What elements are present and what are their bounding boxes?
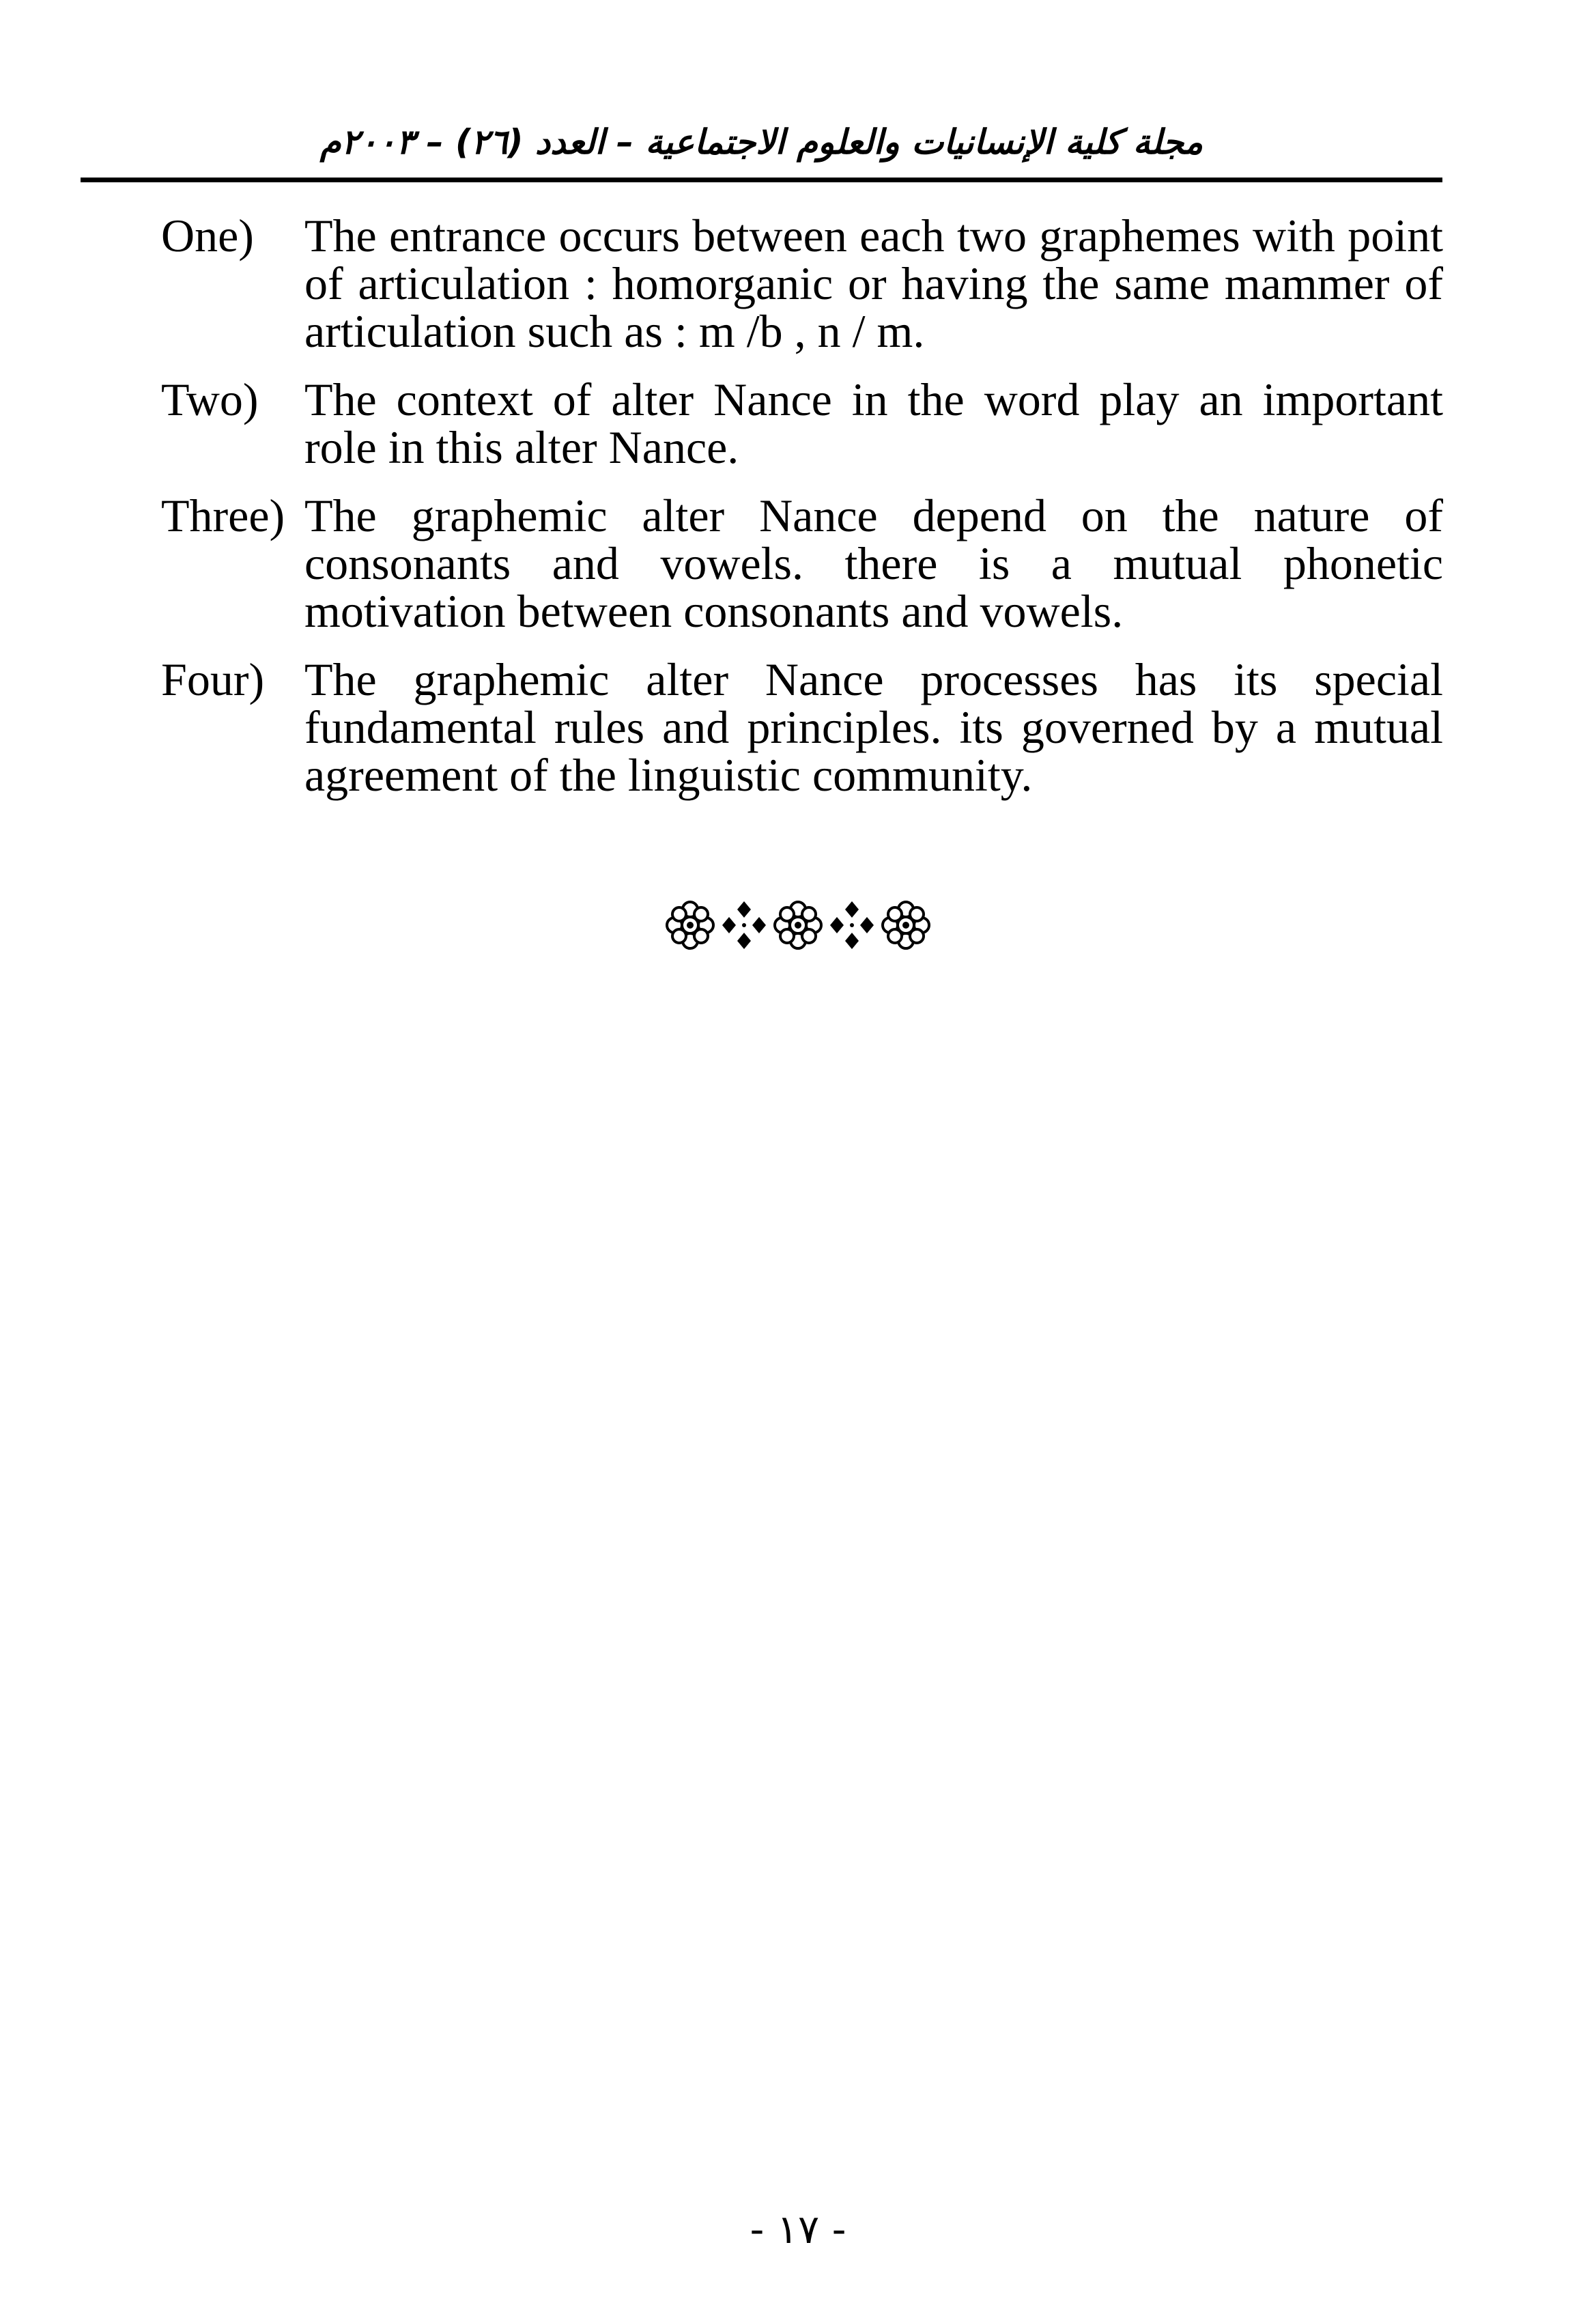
list-item: [161, 655, 1443, 799]
header-divider: [81, 178, 1442, 182]
list-item: [161, 212, 1443, 355]
list-item-label: Two): [161, 373, 259, 425]
list-item-text: The entrance occurs between each two graphemes with point of articulation : homorganic or having the same mammer of articulation such as : m /b , n / m.: [304, 210, 1443, 357]
list-item-label: One): [161, 210, 254, 262]
list-item: [161, 492, 1443, 635]
section-ornament: [0, 888, 1596, 963]
list-item-label: Four): [161, 653, 265, 705]
list-item: [161, 373, 1443, 473]
diamond-cluster-icon: [830, 900, 874, 950]
page-number: - ١٧ -: [750, 2206, 846, 2253]
page-header: [81, 102, 1442, 178]
numbered-list: [161, 212, 1443, 819]
list-item-label: Three): [161, 490, 285, 541]
list-item-text: The graphemic alter Nance depend on the nature of consonants and vowels. there is a mutual phonetic motivation between consonants and vowels.: [304, 490, 1443, 637]
flower-icon: [881, 900, 931, 950]
list-item-text: The graphemic alter Nance processes has its special fundamental rules and principles. its governed by a mutual agreement of the linguistic community.: [304, 653, 1443, 801]
flower-icon: [665, 900, 715, 950]
flower-icon: [773, 900, 823, 950]
list-item-text: The context of alter Nance in the word play an important role in this alter Nance.: [304, 373, 1443, 473]
journal-title: مجلة كلية الإنسانيات والعلوم الاجتماعية – العدد (٢٦) – ٢٠٠٣م: [319, 122, 1203, 162]
diamond-cluster-icon: [722, 900, 766, 950]
